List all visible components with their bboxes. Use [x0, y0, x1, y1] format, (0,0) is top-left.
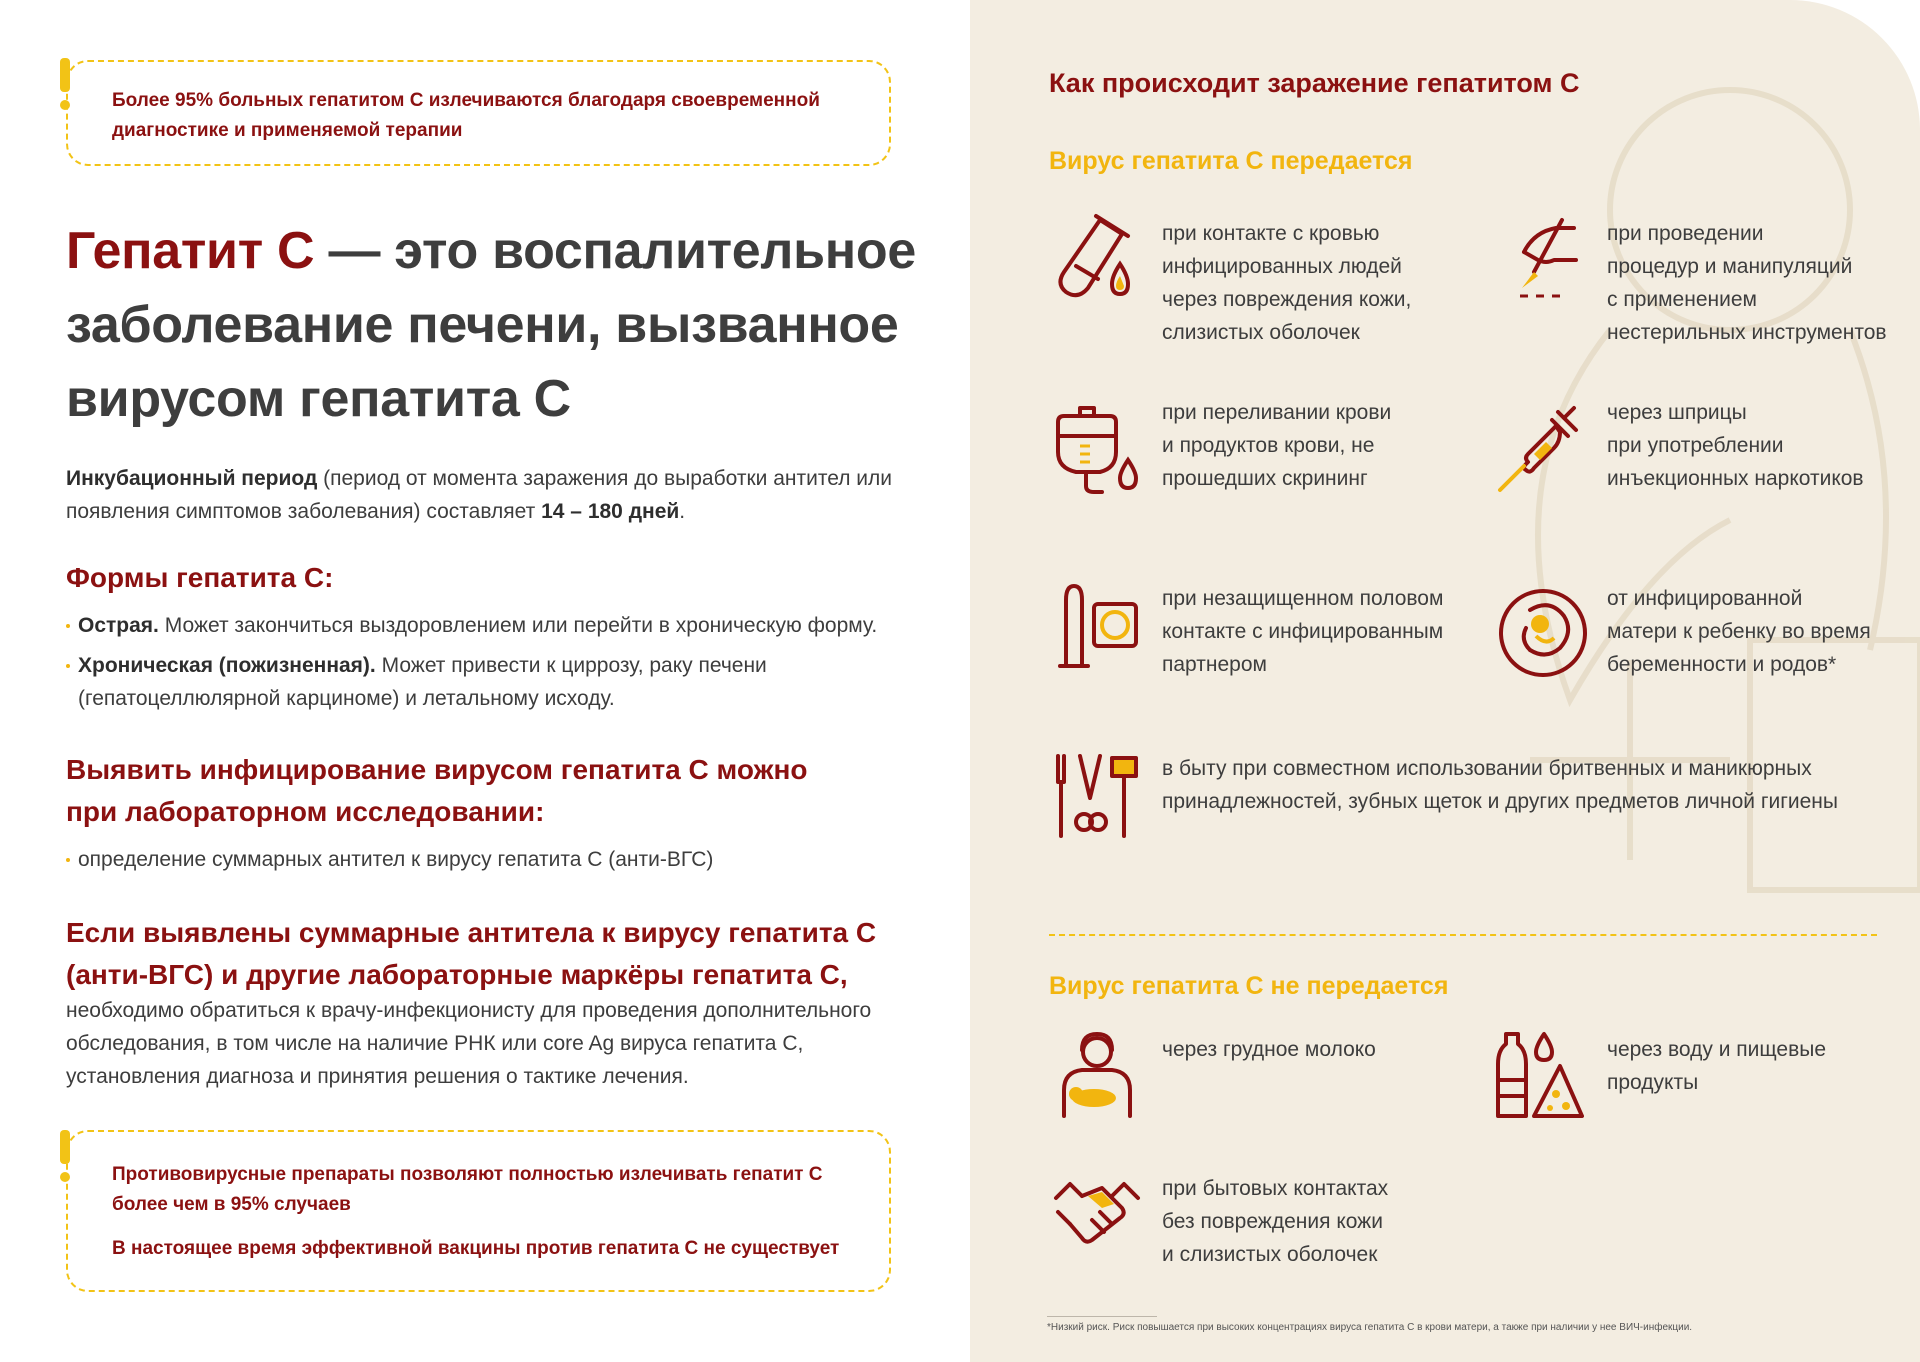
- notice-top: [66, 60, 891, 166]
- exclamation-icon: [57, 1130, 73, 1182]
- title-line-2: заболевание печени, вызванное: [66, 296, 899, 354]
- exclamation-icon: [57, 58, 73, 110]
- notice-bottom-line-3: В настоящее время эффективной вакцины против гепатита С не существует: [112, 1238, 840, 1259]
- text-line: продукты: [1607, 1071, 1699, 1094]
- text-line: через шприцы: [1607, 401, 1747, 424]
- text-line: без повреждения кожи: [1162, 1210, 1383, 1233]
- text-line: инъекционных наркотиков: [1607, 467, 1864, 490]
- handshake-icon: [1052, 1168, 1142, 1258]
- text-line: в быту при совместном использовании бритвенных и маникюрных: [1162, 757, 1812, 780]
- text-line: через воду и пищевые: [1607, 1038, 1827, 1061]
- text-line: при бытовых контактах: [1162, 1177, 1389, 1200]
- text-line: слизистых оболочек: [1162, 321, 1360, 344]
- text-line: инфицированных людей: [1162, 255, 1402, 278]
- detect-heading-line-2: при лабораторном исследовании:: [66, 796, 545, 827]
- text-line: процедур и манипуляций: [1607, 255, 1853, 278]
- chronic-text: Может привести к циррозу, раку печени: [375, 654, 767, 677]
- text-line: беременности и родов*: [1607, 653, 1837, 676]
- notice-bottom-line-1: Противовирусные препараты позволяют полностью излечивать гепатит С: [112, 1164, 823, 1185]
- title-accent: Гепатит С: [66, 222, 315, 280]
- right-page: [970, 0, 1920, 1362]
- incubation-text-2: появления симптомов заболевания) составляет: [66, 500, 542, 523]
- text-line: при переливании крови: [1162, 401, 1392, 424]
- transmitted-item-4: [1607, 396, 1864, 495]
- transmitted-item-5: [1162, 582, 1443, 681]
- list-item-detect: определение суммарных антител к вирусу гепатита С (анти-ВГС): [66, 843, 713, 876]
- text-line: контакте с инфицированным: [1162, 620, 1444, 643]
- incubation-text-1: (период от момента заражения до выработки антител или: [317, 467, 892, 490]
- text-line: при проведении: [1607, 222, 1764, 245]
- text-line: и продуктов крови, не: [1162, 434, 1375, 457]
- text-line: матери к ребенку во время: [1607, 620, 1871, 643]
- text-line: принадлежностей, зубных щеток и других предметов личной гигиены: [1162, 790, 1838, 813]
- notice-top-line-1: Более 95% больных гепатитом С излечиваются благодаря своевременной: [112, 90, 820, 111]
- if-detected-heading: [66, 912, 876, 996]
- transmitted-item-1: [1162, 217, 1411, 349]
- blood-bag-icon: [1050, 404, 1140, 494]
- detect-heading-line-1: Выявить инфицирование вирусом гепатита С можно: [66, 754, 808, 785]
- acute-text: Может закончиться выздоровлением или перейти в хроническую форму.: [158, 614, 878, 637]
- if-detected-paragraph: [66, 994, 871, 1093]
- forms-heading: Формы гепатита С:: [66, 562, 334, 593]
- text-line: нестерильных инструментов: [1607, 321, 1887, 344]
- text-line: и слизистых оболочек: [1162, 1243, 1378, 1266]
- hygiene-tools-icon: [1050, 752, 1140, 842]
- acute-bold: Острая.: [78, 614, 159, 637]
- section-divider: [1049, 934, 1877, 936]
- water-food-icon: [1494, 1030, 1584, 1120]
- title-line-3: вирусом гепатита С: [66, 370, 571, 428]
- breastfeeding-icon: [1052, 1030, 1142, 1120]
- transmitted-item-3: [1162, 396, 1391, 495]
- notice-bottom-line-2: более чем в 95% случаев: [112, 1194, 351, 1215]
- footnote-rule: [1047, 1316, 1157, 1317]
- incubation-paragraph: [66, 462, 892, 528]
- page-title: [66, 214, 916, 436]
- if-detected-line-2: обследования, в том числе на наличие РНК или core Ag вируса гепатита С,: [66, 1032, 804, 1055]
- notice-top-line-2: диагностике и применяемой терапии: [112, 120, 463, 141]
- text-line: от инфицированной: [1607, 587, 1803, 610]
- chronic-bold: Хроническая (пожизненная).: [78, 654, 376, 677]
- transmitted-item-2: [1607, 217, 1887, 349]
- if-detected-heading-line-1: Если выявлены суммарные антитела к вирусу гепатита С: [66, 917, 877, 948]
- if-detected-line-1: необходимо обратиться к врачу-инфекционисту для проведения дополнительного: [66, 999, 872, 1022]
- transmitted-item-6: [1607, 582, 1871, 681]
- condom-icon: [1052, 582, 1142, 672]
- transmitted-item-7: [1162, 752, 1838, 818]
- title-line-1: — это воспалительное: [314, 222, 917, 280]
- text-line: партнером: [1162, 653, 1267, 676]
- list-item-acute: [66, 609, 877, 642]
- text-line: через повреждения кожи,: [1162, 288, 1412, 311]
- right-heading: Как происходит заражение гепатитом С: [1049, 68, 1580, 98]
- list-item-chronic: [66, 649, 767, 715]
- fetus-icon: [1498, 588, 1588, 678]
- if-detected-line-3: установления диагноза и принятия решения о тактике лечения.: [66, 1065, 689, 1088]
- scalpel-hand-icon: [1494, 212, 1584, 302]
- not-transmitted-item-3: [1162, 1172, 1388, 1271]
- blood-test-tube-icon: [1052, 212, 1142, 302]
- notice-bottom: [66, 1130, 891, 1292]
- text-line: при употреблении: [1607, 434, 1784, 457]
- not-transmitted-item-2: [1607, 1033, 1826, 1099]
- incubation-end: .: [679, 500, 686, 523]
- footnote: *Низкий риск. Риск повышается при высоких концентрациях вируса гепатита С в крови матери, а также при наличии у нее ВИЧ-инфекции.: [1047, 1322, 1693, 1333]
- text-line: при контакте с кровью: [1162, 222, 1380, 245]
- text-line: с применением: [1607, 288, 1757, 311]
- transmitted-heading: Вирус гепатита С передается: [1049, 147, 1413, 175]
- incubation-days: 14 – 180 дней: [541, 500, 680, 523]
- not-transmitted-heading: Вирус гепатита С не передается: [1049, 972, 1449, 1000]
- not-transmitted-item-1: [1162, 1033, 1376, 1066]
- text-line: при незащищенном половом: [1162, 587, 1444, 610]
- incubation-bold: Инкубационный период: [66, 467, 318, 490]
- text-line: прошедших скрининг: [1162, 467, 1368, 490]
- syringe-icon: [1494, 404, 1584, 494]
- text-line: через грудное молоко: [1162, 1038, 1376, 1061]
- detect-heading: [66, 749, 807, 833]
- if-detected-heading-line-2: (анти-ВГС) и другие лабораторные маркёры гепатита С,: [66, 959, 848, 990]
- chronic-text-2: (гепатоцеллюлярной карциноме) и летальному исходу.: [78, 687, 615, 710]
